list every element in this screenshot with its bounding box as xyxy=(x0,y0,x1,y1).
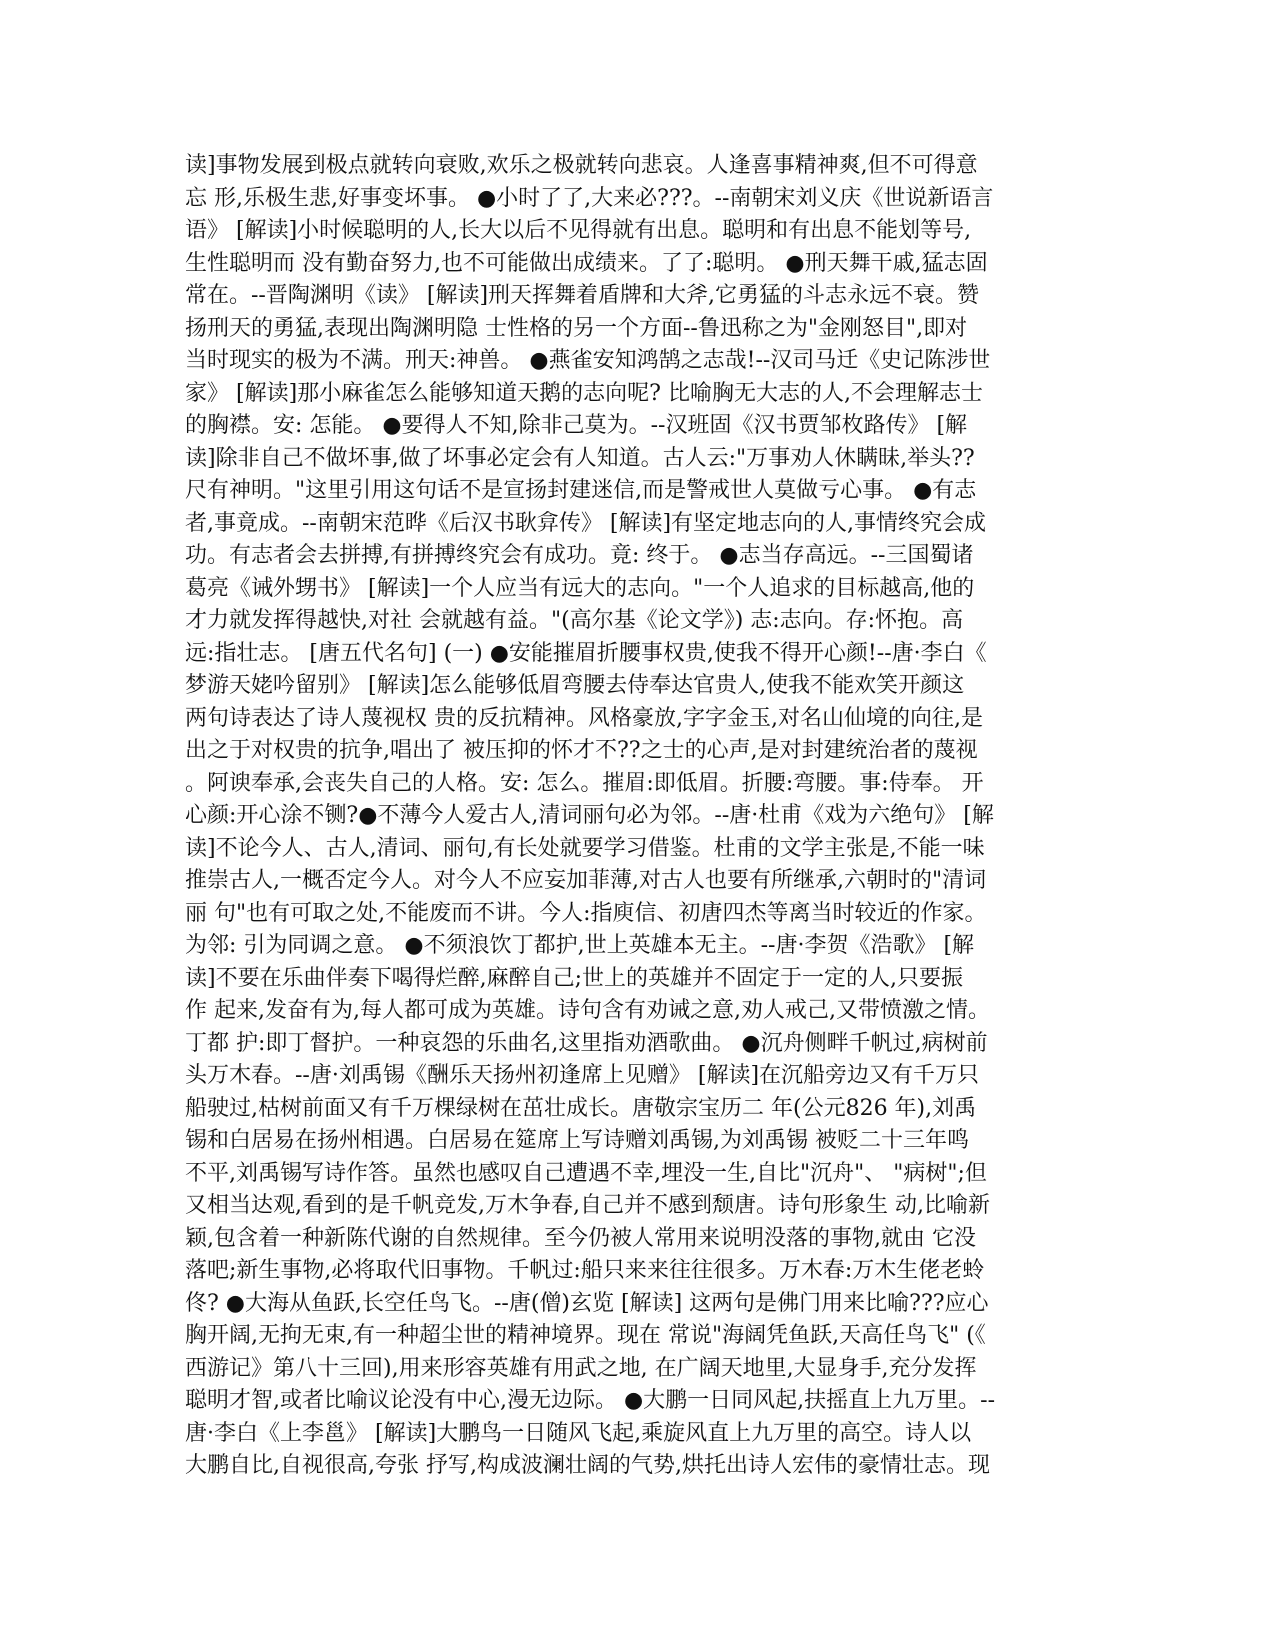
text-line: 又相当达观,看到的是千帆竞发,万木争春,自己并不感到颓唐。诗句形象生 动,比喻新 xyxy=(185,1193,990,1218)
text-line: 远:指壮志。 [唐五代名句] (一) ●安能摧眉折腰事权贵,使我不得开心颜!--唐·李白《 xyxy=(185,640,987,666)
text-line: 扬刑天的勇猛,表现出陶渊明隐 士性格的另一个方面--鲁迅称之为"金刚怒目",即对 xyxy=(185,315,968,341)
text-line: 丽 句"也有可取之处,不能废而不讲。今人:指庾信、初唐四杰等离当时较近的作家。 xyxy=(185,900,987,926)
text-line: 生性聪明而 没有勤奋努力,也不可能做出成绩来。了了:聪明。 ●刑天舞干戚,猛志固 xyxy=(185,250,988,276)
text-line: 聪明才智,或者比喻议论没有中心,漫无边际。 ●大鹏一日同风起,扶摇直上九万里。-- xyxy=(185,1388,996,1413)
text-line: 西游记》第八十三回),用来形容英雄有用武之地, 在广阔天地里,大显身手,充分发挥 xyxy=(185,1355,977,1381)
text-line: 大鹏自比,自视很高,夸张 抒写,构成波澜壮阔的气势,烘托出诗人宏伟的豪情壮志。现 xyxy=(185,1453,990,1478)
text-line: 胸开阔,无拘无束,有一种超尘世的精神境界。现在 常说"海阔凭鱼跃,天高任鸟飞" (《 xyxy=(185,1323,986,1348)
text-line: 两句诗表达了诗人蔑视权 贵的反抗精神。风格豪放,字字金玉,对名山仙境的向往,是 xyxy=(185,705,983,731)
text-line: 读]事物发展到极点就转向衰败,欢乐之极就转向悲哀。人逢喜事精神爽,但不可得意 xyxy=(185,153,978,178)
text-line: 作 起来,发奋有为,每人都可成为英雄。诗句含有劝诫之意,劝人戒己,又带愤激之情。 xyxy=(185,998,990,1023)
text-line: 读]除非自己不做坏事,做了坏事必定会有人知道。古人云:"万事劝人休瞒昧,举头?? xyxy=(185,445,975,471)
text-line: 心颜:开心涂不铡?●不薄今人爱古人,清词丽句必为邻。--唐·杜甫《戏为六绝句》 [解 xyxy=(185,803,994,828)
text-line: 头万木春。--唐·刘禹锡《酬乐天扬州初逢席上见赠》 [解读]在沉船旁边又有千万只 xyxy=(185,1063,980,1088)
text-line: 不平,刘禹锡写诗作答。虽然也感叹自己遭遇不幸,埋没一生,自比"沉舟"、 "病树";但 xyxy=(185,1160,987,1186)
text-line: 常在。--晋陶渊明《读》 [解读]刑天挥舞着盾牌和大斧,它勇猛的斗志永远不衰。赞 xyxy=(185,283,980,308)
text-line: 忘 形,乐极生悲,好事变坏事。 ●小时了了,大来必???。--南朝宋刘义庆《世说新语言 xyxy=(185,185,994,211)
text-line: 读]不论今人、古人,清词、丽句,有长处就要学习借鉴。杜甫的文学主张是,不能一味 xyxy=(185,835,985,861)
text-line: 当时现实的极为不满。刑天:神兽。 ●燕雀安知鸿鹄之志哉!--汉司马迁《史记陈涉世 xyxy=(185,348,991,373)
text-line: 锡和白居易在扬州相遇。白居易在筵席上写诗赠刘禹锡,为刘禹锡 被贬二十三年鸣 xyxy=(185,1128,969,1153)
text-line: 葛亮《诫外甥书》 [解读]一个人应当有远大的志向。"一个人追求的目标越高,他的 xyxy=(185,575,975,601)
body-text xyxy=(185,150,1090,1483)
text-line: 。阿谀奉承,会丧失自己的人格。安: 怎么。摧眉:即低眉。折腰:弯腰。事:侍奉。 开 xyxy=(185,770,984,796)
text-line: 佟? ●大海从鱼跃,长空任鸟飞。--唐(僧)玄览 [解读] 这两句是佛门用来比喻???应心 xyxy=(185,1290,989,1316)
text-line: 者,事竟成。--南朝宋范晔《后汉书耿弇传》 [解读]有坚定地志向的人,事情终究会成 xyxy=(185,510,987,536)
text-line: 出之于对权贵的抗争,唱出了 被压抑的怀才不??之士的心声,是对封建统治者的蔑视 xyxy=(185,738,978,763)
text-line: 颖,包含着一种新陈代谢的自然规律。至今仍被人常用来说明没落的事物,就由 它没 xyxy=(185,1225,976,1251)
text-line: 船驶过,枯树前面又有千万棵绿树在茁壮成长。唐敬宗宝历二 年(公元826 年),刘禹 xyxy=(185,1095,977,1121)
text-line: 语》 [解读]小时候聪明的人,长大以后不见得就有出息。聪明和有出息不能划等号, xyxy=(185,218,972,243)
text-line: 唐·李白《上李邕》 [解读]大鹏鸟一日随风飞起,乘旋风直上九万里的高空。诗人以 xyxy=(185,1420,972,1446)
text-line: 读]不要在乐曲伴奏下喝得烂醉,麻醉自己;世上的英雄并不固定于一定的人,只要振 xyxy=(185,965,963,991)
text-line: 丁都 护:即丁督护。一种哀怨的乐曲名,这里指劝酒歌曲。 ●沉舟侧畔千帆过,病树前 xyxy=(185,1030,988,1056)
text-line: 尺有神明。"这里引用这句话不是宣扬封建迷信,而是警戒世人莫做亏心事。 ●有志 xyxy=(185,478,977,503)
text-line: 推崇古人,一概否定今人。对今人不应妄加菲薄,对古人也要有所继承,六朝时的"清词 xyxy=(185,868,987,893)
text-line: 才力就发挥得越快,对社 会就越有益。"(高尔基《论文学》) 志:志向。存:怀抱。高 xyxy=(185,608,964,633)
text-line: 梦游天姥吟留别》 [解读]怎么能够低眉弯腰去侍奉达官贵人,使我不能欢笑开颜这 xyxy=(185,673,965,698)
text-line: 为邻: 引为同调之意。 ●不须浪饮丁都护,世上英雄本无主。--唐·李贺《浩歌》 [解 xyxy=(185,933,975,958)
text-line: 家》 [解读]那小麻雀怎么能够知道天鹅的志向呢? 比喻胸无大志的人,不会理解志士 xyxy=(185,380,983,406)
text-line: 功。有志者会去拼搏,有拼搏终究会有成功。竟: 终于。 ●志当存高远。--三国蜀诸 xyxy=(185,543,974,568)
text-line: 落吧;新生事物,必将取代旧事物。千帆过:船只来来往往很多。万木春:万木生佬老蛉 xyxy=(185,1258,985,1283)
text-line: 的胸襟。安: 怎能。 ●要得人不知,除非己莫为。--汉班固《汉书贾邹枚路传》 [解 xyxy=(185,413,968,438)
